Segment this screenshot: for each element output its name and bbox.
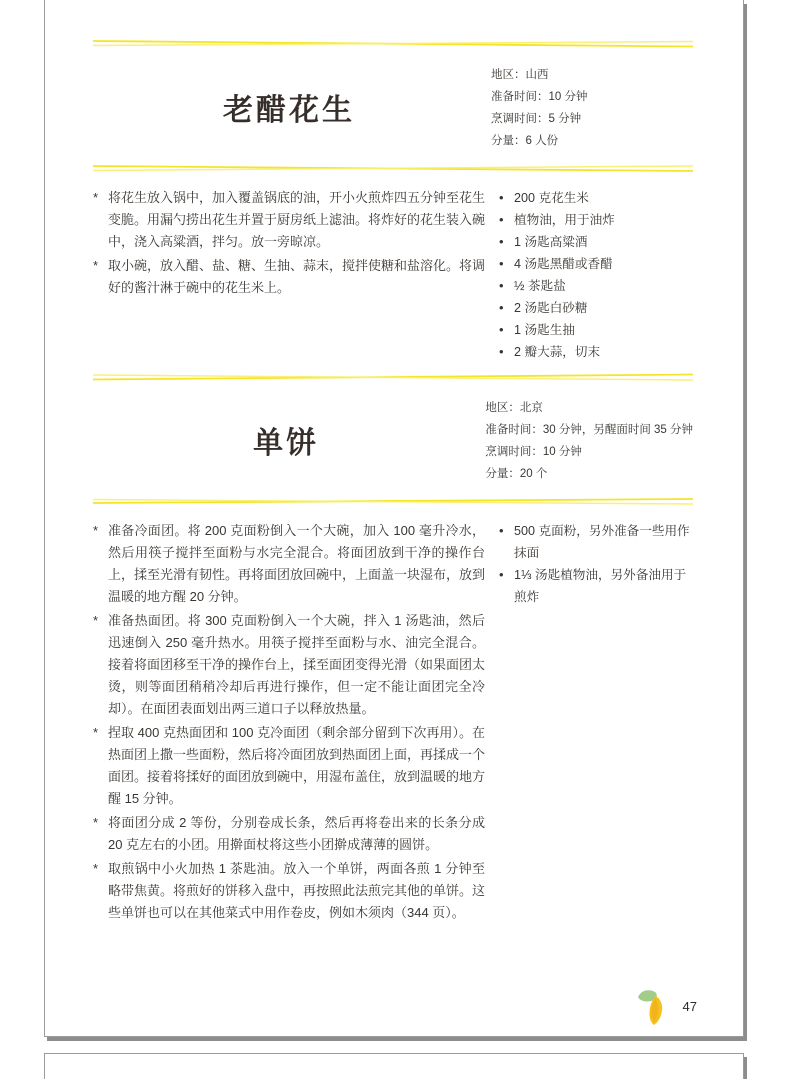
- step-item: [93, 858, 485, 924]
- meta-prep-time: 准备时间：10 分钟: [491, 91, 588, 103]
- step-item: [93, 722, 485, 810]
- leaf-and-gourd-logo-icon: [634, 985, 670, 1027]
- bullet-icon: •: [499, 234, 504, 249]
- recipe-title: 单饼: [253, 426, 320, 460]
- ingredient-text: ½ 茶匙盐: [514, 279, 566, 293]
- meta-region: 地区：山西: [491, 69, 549, 81]
- ingredient-item: [499, 341, 693, 363]
- step-text: 将花生放入锅中，加入覆盖锅底的油，开小火煎炸四五分钟至花生变脆。用漏勺捞出花生并置于厨房纸上滤油。将炸好的花生装入碗中，浇入高粱酒，拌匀。放一旁晾凉。: [108, 190, 486, 249]
- step-text: 准备冷面团。将 200 克面粉倒入一个大碗，加入 100 毫升冷水，然后用筷子搅拌至面粉与水完全混合。将面团放到干净的操作台上，揉至光滑有韧性。再将面团放回碗中，上面盖一块湿布，放到温暖的地方醒 20 分钟。: [108, 523, 486, 604]
- ingredient-text: 2 汤匙白砂糖: [514, 301, 588, 315]
- step-item: [93, 520, 485, 608]
- meta-servings: 分量：6 人份: [491, 135, 559, 147]
- step-marker: *: [93, 861, 99, 876]
- ingredient-item: [499, 231, 693, 253]
- bullet-icon: •: [499, 190, 504, 205]
- ingredients-list: [499, 187, 693, 365]
- next-page-preview: [44, 1053, 744, 1079]
- bullet-icon: •: [499, 212, 504, 227]
- recipe-header-danbing: [93, 394, 693, 485]
- ingredient-item: [499, 564, 693, 608]
- step-item: [93, 610, 485, 720]
- recipe-title-wrap: [93, 61, 485, 152]
- recipe-page: [44, 0, 744, 1037]
- bullet-icon: •: [499, 256, 504, 271]
- step-item: [93, 187, 485, 253]
- section-divider: [93, 162, 693, 175]
- ingredient-item: [499, 275, 693, 297]
- step-text: 取煎锅中小火加热 1 茶匙油。放入一个单饼，两面各煎 1 分钟至略带焦黄。将煎好的饼移入盘中，再按照此法煎完其他的单饼。这些单饼也可以在其他菜式中用作卷皮，例如木须肉（344 页）。: [108, 861, 486, 920]
- ingredient-item: [499, 209, 693, 231]
- ingredient-text: 1 汤匙高粱酒: [514, 235, 588, 249]
- page-number: 47: [682, 998, 697, 1014]
- bullet-icon: •: [499, 523, 504, 538]
- bullet-icon: •: [499, 278, 504, 293]
- ingredients-list: [499, 520, 693, 926]
- steps-list: [93, 187, 485, 365]
- ingredient-text: 200 克花生米: [514, 191, 589, 205]
- ingredient-text: 1 汤匙生抽: [514, 323, 575, 337]
- meta-prep-time: 准备时间：30 分钟，另醒面时间 35 分钟: [485, 424, 693, 436]
- ingredient-text: 2 瓣大蒜，切末: [514, 345, 601, 359]
- ingredient-item: [499, 253, 693, 275]
- bullet-icon: •: [499, 300, 504, 315]
- ingredient-text: 500 克面粉，另外准备一些用作抹面: [514, 524, 690, 560]
- step-item: [93, 812, 485, 856]
- step-item: [93, 255, 485, 299]
- section-divider: [93, 495, 693, 508]
- recipe-title-wrap: [93, 394, 479, 485]
- step-marker: *: [93, 725, 99, 740]
- meta-cook-time: 烹调时间：10 分钟: [485, 446, 582, 458]
- ingredient-item: [499, 520, 693, 564]
- recipe-meta: [491, 61, 693, 152]
- meta-region: 地区：北京: [485, 402, 543, 414]
- ingredient-text: 植物油，用于油炸: [514, 213, 615, 227]
- ingredient-item: [499, 319, 693, 341]
- step-text: 取小碗，放入醋、盐、糖、生抽、蒜末，搅拌使糖和盐溶化。将调好的酱汁淋于碗中的花生米上。: [108, 258, 486, 295]
- recipe-body: [93, 520, 693, 926]
- bullet-icon: •: [499, 344, 504, 359]
- step-marker: *: [93, 523, 99, 538]
- recipe-header-laocu-huasheng: [93, 61, 693, 152]
- meta-servings: 分量：20 个: [485, 468, 548, 480]
- ingredient-item: [499, 187, 693, 209]
- ingredient-item: [499, 297, 693, 319]
- recipe-body: [93, 187, 693, 365]
- step-marker: *: [93, 815, 99, 830]
- step-text: 将面团分成 2 等份，分别卷成长条，然后再将卷出来的长条分成 20 克左右的小团。用擀面杖将这些小团擀成薄薄的圆饼。: [108, 815, 485, 852]
- step-text: 捏取 400 克热面团和 100 克冷面团（剩余部分留到下次再用）。在热面团上撒一些面粉，然后将冷面团放到热面团上面，再揉成一个面团。接着将揉好的面团放到碗中，用湿布盖住，放到温暖的地方醒 15 分钟。: [108, 725, 486, 806]
- meta-cook-time: 烹调时间：5 分钟: [491, 113, 582, 125]
- bullet-icon: •: [499, 567, 504, 582]
- step-marker: *: [93, 613, 99, 628]
- bullet-icon: •: [499, 322, 504, 337]
- recipe-title: 老醋花生: [223, 93, 355, 127]
- section-divider: [93, 38, 693, 51]
- recipe-meta: [485, 394, 693, 485]
- section-divider: [93, 371, 693, 384]
- page-footer: [634, 985, 697, 1027]
- ingredient-text: 4 汤匙黑醋或香醋: [514, 257, 613, 271]
- step-text: 准备热面团。将 300 克面粉倒入一个大碗，拌入 1 汤匙油，然后迅速倒入 250 毫升热水。用筷子搅拌至面粉与水、油完全混合。接着将面团移至干净的操作台上，揉至面团变得光滑（如果面团太烫，则等面团稍稍冷却后再进行操作，但一定不能让面团完全冷却）。在面团表面划出两三道口子以释放热量。: [108, 613, 486, 716]
- step-marker: *: [93, 258, 99, 273]
- step-marker: *: [93, 190, 99, 205]
- page-content: [45, 38, 743, 926]
- ingredient-text: 1⅓ 汤匙植物油，另外备油用于煎炸: [514, 568, 687, 604]
- steps-list: [93, 520, 485, 926]
